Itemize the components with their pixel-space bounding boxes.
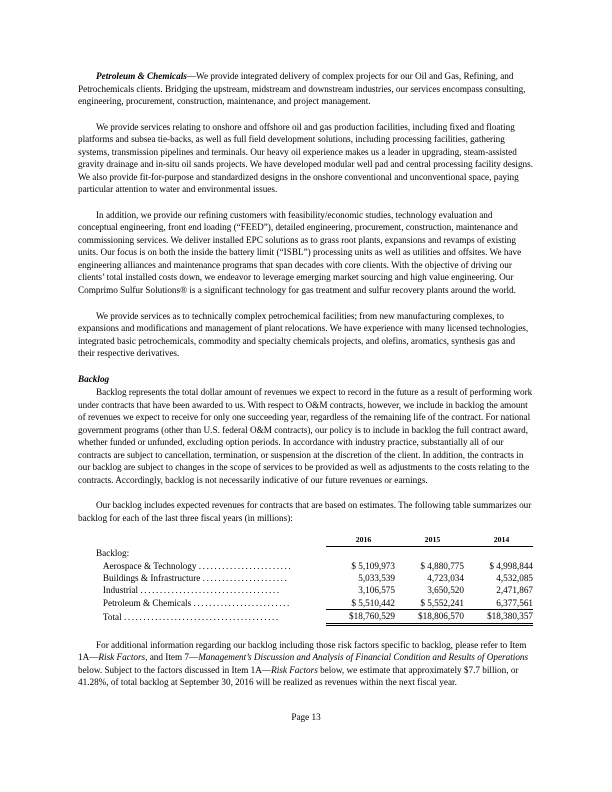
row-label: Aerospace & Technology — [102, 560, 197, 571]
table-row: Petroleum & Chemicals ......................... $ 5,510,442 $ 5,552,241 6,377,561 — [102, 597, 533, 609]
total-value: $18,806,570 — [395, 610, 464, 624]
paragraph-refining: In addition, we provide our refining customers with feasibility/economic studies, technology evaluation and conceptual engineering, front end loading (“FEED”), detailed engineering, procurement, construction, maintenance and commissioning services. We deliver installed EPC solutions as to grass root plants, expansions and revamps of existing units. Our focus is on both the inside the battery limit (“ISBL”) processing units as well as utilities and offsites. We have engineering alliances and maintenance programs that span decades with core clients. With the objective of driving our clients’ total installed costs down, we endeavor to leverage emerging market sourcing and high value engineering. Our Comprimo Sulfur Solutions® is a significant technology for gas treatment and sulfur recovery plants around the world. — [78, 209, 522, 295]
cell-value: $ 5,552,241 — [395, 597, 464, 610]
table-row: Industrial .................................... 3,106,575 3,650,520 2,471,867 — [102, 585, 533, 596]
cell-value: 3,106,575 — [358, 585, 395, 596]
paragraph-backlog-definition: Backlog represents the total dollar amount of revenues we expect to record in the future as a result of performing work under contracts that have been awarded to us. With respect to O&M contracts, however, we include in backlog the amount of revenues we expect to receive for only one succeeding year, regardless of the remaining life of the contract. For national government programs (other than U.S. federal O&M contracts), our policy is to include in backlog the full contract award, whether funded or unfunded, excluding option periods. In accordance with industry practice, substantially all of our contracts are subject to cancellation, termination, or suspension at the discretion of the client. In addition, the contracts in our backlog are subject to changes in the scope of services to be provided as well as adjustments to the costs relating to the contracts. Accordingly, backlog is not necessarily indicative of our future revenues or earnings. — [78, 387, 533, 485]
row-label: Petroleum & Chemicals — [102, 598, 192, 609]
paragraph-backlog-references: For additional information regarding our backlog including those risk factors specific to backlog, please refer to Item 1A—Risk Factors, and Item 7—Management’s Discussion and Analysis of Financial Condition and Results of Operations below. Subject to the factors discussed in Item 1A—Risk Factors below, we estimate that approximately $7.7 billion, or 41.28%, of total backlog at September 30, 2016 will be realized as revenues within the next fiscal year. — [78, 639, 529, 688]
total-value: $18,380,357 — [464, 610, 533, 624]
backlog-heading: Backlog — [78, 373, 110, 384]
table-row: Aerospace & Technology ........................ $ 5,109,973 $ 4,880,775 $ 4,998,844 — [102, 560, 533, 571]
cell-value: 4,532,085 — [496, 573, 533, 584]
total-label: Total — [102, 611, 122, 622]
total-value: $18,760,529 — [326, 610, 395, 624]
cell-value: 4,723,034 — [427, 573, 464, 584]
paragraph-oil-gas: We provide services relating to onshore and offshore oil and gas production facilities, including fixed and floating platforms and subsea tie-backs, as well as full field development solutions, including processing facilities, gathering systems, transmission pipelines and terminals. Our heavy oil experience makes us a leader in upgrading, steam-assisted gravity drainage and in-situ oil sands projects. We have developed modular well pad and central processing facility designs. We also provide fit-for-purpose and standardized designs in the onshore conventional and unconventional space, paying particular attention to water and environmental issues. — [78, 121, 534, 195]
table-total-row: Total ........................................ $18,760,529 $18,806,570 $18,380,357 — [96, 610, 533, 624]
cell-value: $ 4,880,775 — [420, 560, 464, 571]
cell-value: 5,033,539 — [358, 573, 395, 584]
year-header: 2015 — [395, 534, 464, 547]
group-label: Backlog: — [96, 547, 130, 558]
cell-value: 2,471,867 — [496, 585, 533, 596]
paragraph-text: —We provide integrated delivery of complex projects for our Oil and Gas, Refining, and Petrochemicals clients. Bridging the upstream, midstream and downstream industries, our services encompass consulting, engineering, procurement, construction, maintenance, and project management. — [78, 71, 526, 106]
segment-heading: Petroleum & Chemicals — [96, 71, 187, 81]
paragraph-petrochemical: We provide services as to technically complex petrochemical facilities; from new manufacturing complexes, to expansions and modifications and management of plant relocations. We have experience with many licensed technologies, integrated basic petrochemicals, commodity and specialty chemicals projects, and olefins, aromatics, synthesis gas and their respective derivatives. — [78, 310, 529, 359]
paragraph-petroleum-chemicals — [78, 70, 533, 108]
cell-value: 6,377,561 — [464, 597, 533, 610]
document-page — [78, 70, 533, 689]
table-row — [96, 547, 533, 560]
paragraph-backlog-intro: Our backlog includes expected revenues for contracts that are based on estimates. The following table summarizes our backlog for each of the last three fiscal years (in millions): — [78, 500, 532, 523]
table-row: Buildings & Infrastructure ...................... 5,033,539 4,723,034 4,532,085 — [102, 573, 533, 584]
page-number: Page 13 — [291, 712, 321, 722]
row-label: Industrial — [102, 585, 139, 596]
cell-value: $ 5,510,442 — [326, 597, 395, 610]
table-header-row — [96, 534, 533, 547]
backlog-table — [96, 534, 533, 625]
row-label: Buildings & Infrastructure — [102, 573, 201, 584]
cell-value: $ 4,998,844 — [489, 560, 533, 571]
year-header: 2014 — [464, 534, 533, 547]
cell-value: 3,650,520 — [427, 585, 464, 596]
year-header: 2016 — [326, 534, 395, 547]
cell-value: $ 5,109,973 — [351, 560, 395, 571]
